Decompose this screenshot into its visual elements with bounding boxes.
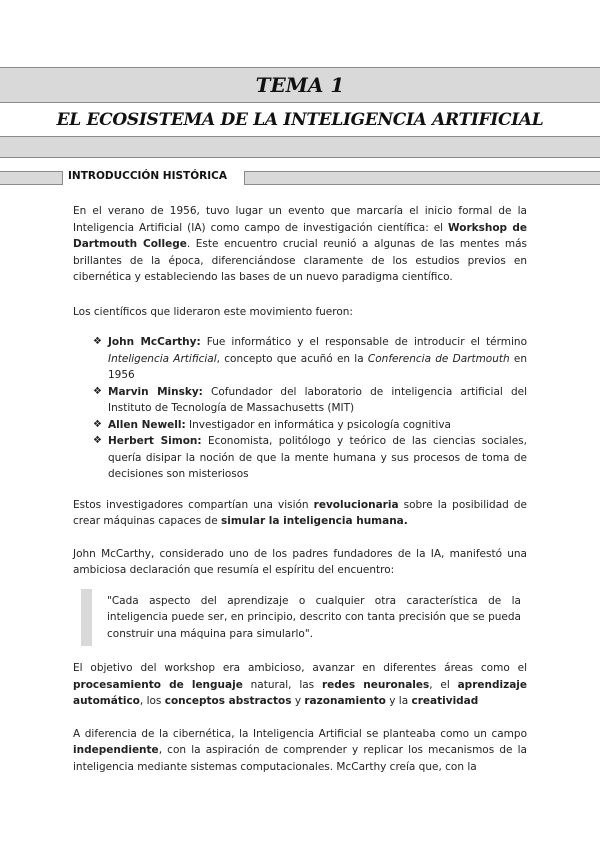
title-band (0, 67, 600, 103)
document-body (73, 203, 527, 775)
document-subtitle: EL ECOSISTEMA DE LA INTELIGENCIA ARTIFICIAL (56, 109, 544, 130)
subtitle-band (0, 103, 600, 137)
quote-text: "Cada aspecto del aprendizaje o cualquier otra característica de la inteligencia puede ser, en principio, descrito con tanta precisión que se pueda construir una máquina para simularlo". (107, 594, 521, 640)
diamond-bullet-icon: ❖ (93, 385, 102, 397)
section-bar-right (244, 171, 600, 185)
paragraph-mccarthy: John McCarthy, considerado uno de los padres fundadores de la IA, manifestó una ambiciosa declaración que resumía el espíritu del encuentro: (73, 547, 527, 576)
paragraph-cybernetics: A diferencia de la cibernética, la Inteligencia Artificial se planteaba como un campo independiente, con la aspiración de comprender y replicar los mecanismos de la inteligencia mediante sistemas computacionales. McCarthy creía que, con la (73, 727, 527, 773)
list-item: ❖ Marvin Minsky: Cofundador del laboratorio de inteligencia artificial del Instituto de Tecnología de Massachusetts (MIT) (93, 385, 528, 414)
list-item: ❖ Allen Newell: Investigador en informática y psicología cognitiva (93, 417, 527, 434)
document-title: TEMA 1 (255, 73, 345, 97)
blockquote (81, 589, 527, 647)
section-heading (0, 169, 600, 187)
divider-band (0, 136, 600, 158)
section-bar-left (0, 171, 63, 185)
scientists-list (73, 334, 527, 483)
section-heading-label: INTRODUCCIÓN HISTÓRICA (68, 170, 227, 182)
paragraph-objective: El objetivo del workshop era ambicioso, avanzar en diferentes áreas como el procesamiento de lenguaje natural, las redes neuronales, el aprendizaje automático, los conceptos abstractos y razonamiento y la creatividad (73, 662, 528, 707)
list-item: ❖ Herbert Simon: Economista, politólogo y teórico de las ciencias sociales, quería disipar la noción de que la mente humana y sus procesos de toma de decisiones son misteriosos (93, 435, 527, 480)
diamond-bullet-icon: ❖ (93, 418, 102, 430)
list-item: ❖ John McCarthy: Fue informático y el responsable de introducir el término Inteligencia Artificial, concepto que acuñó en la Conferencia de Dartmouth en 1956 (93, 336, 528, 381)
quote-bar (81, 589, 92, 647)
paragraph-scientists-intro: Los científicos que lideraron este movimiento fueron: (73, 305, 353, 318)
diamond-bullet-icon: ❖ (93, 336, 102, 347)
paragraph-vision: Estos investigadores compartían una visión revolucionaria sobre la posibilidad de crear máquinas capaces de simular la inteligencia humana. (73, 498, 527, 527)
diamond-bullet-icon: ❖ (93, 435, 102, 446)
paragraph-intro: En el verano de 1956, tuvo lugar un evento que marcaría el inicio formal de la Inteligencia Artificial (IA) como campo de investigación científica: el Workshop de Dartmouth College. Este encuentro crucial reunió a algunas de las mentes más brillantes de la época, diferenciándose claramente de los estudios previos en cibernética y estableciendo las bases de un nuevo paradigma científico. (73, 205, 527, 283)
